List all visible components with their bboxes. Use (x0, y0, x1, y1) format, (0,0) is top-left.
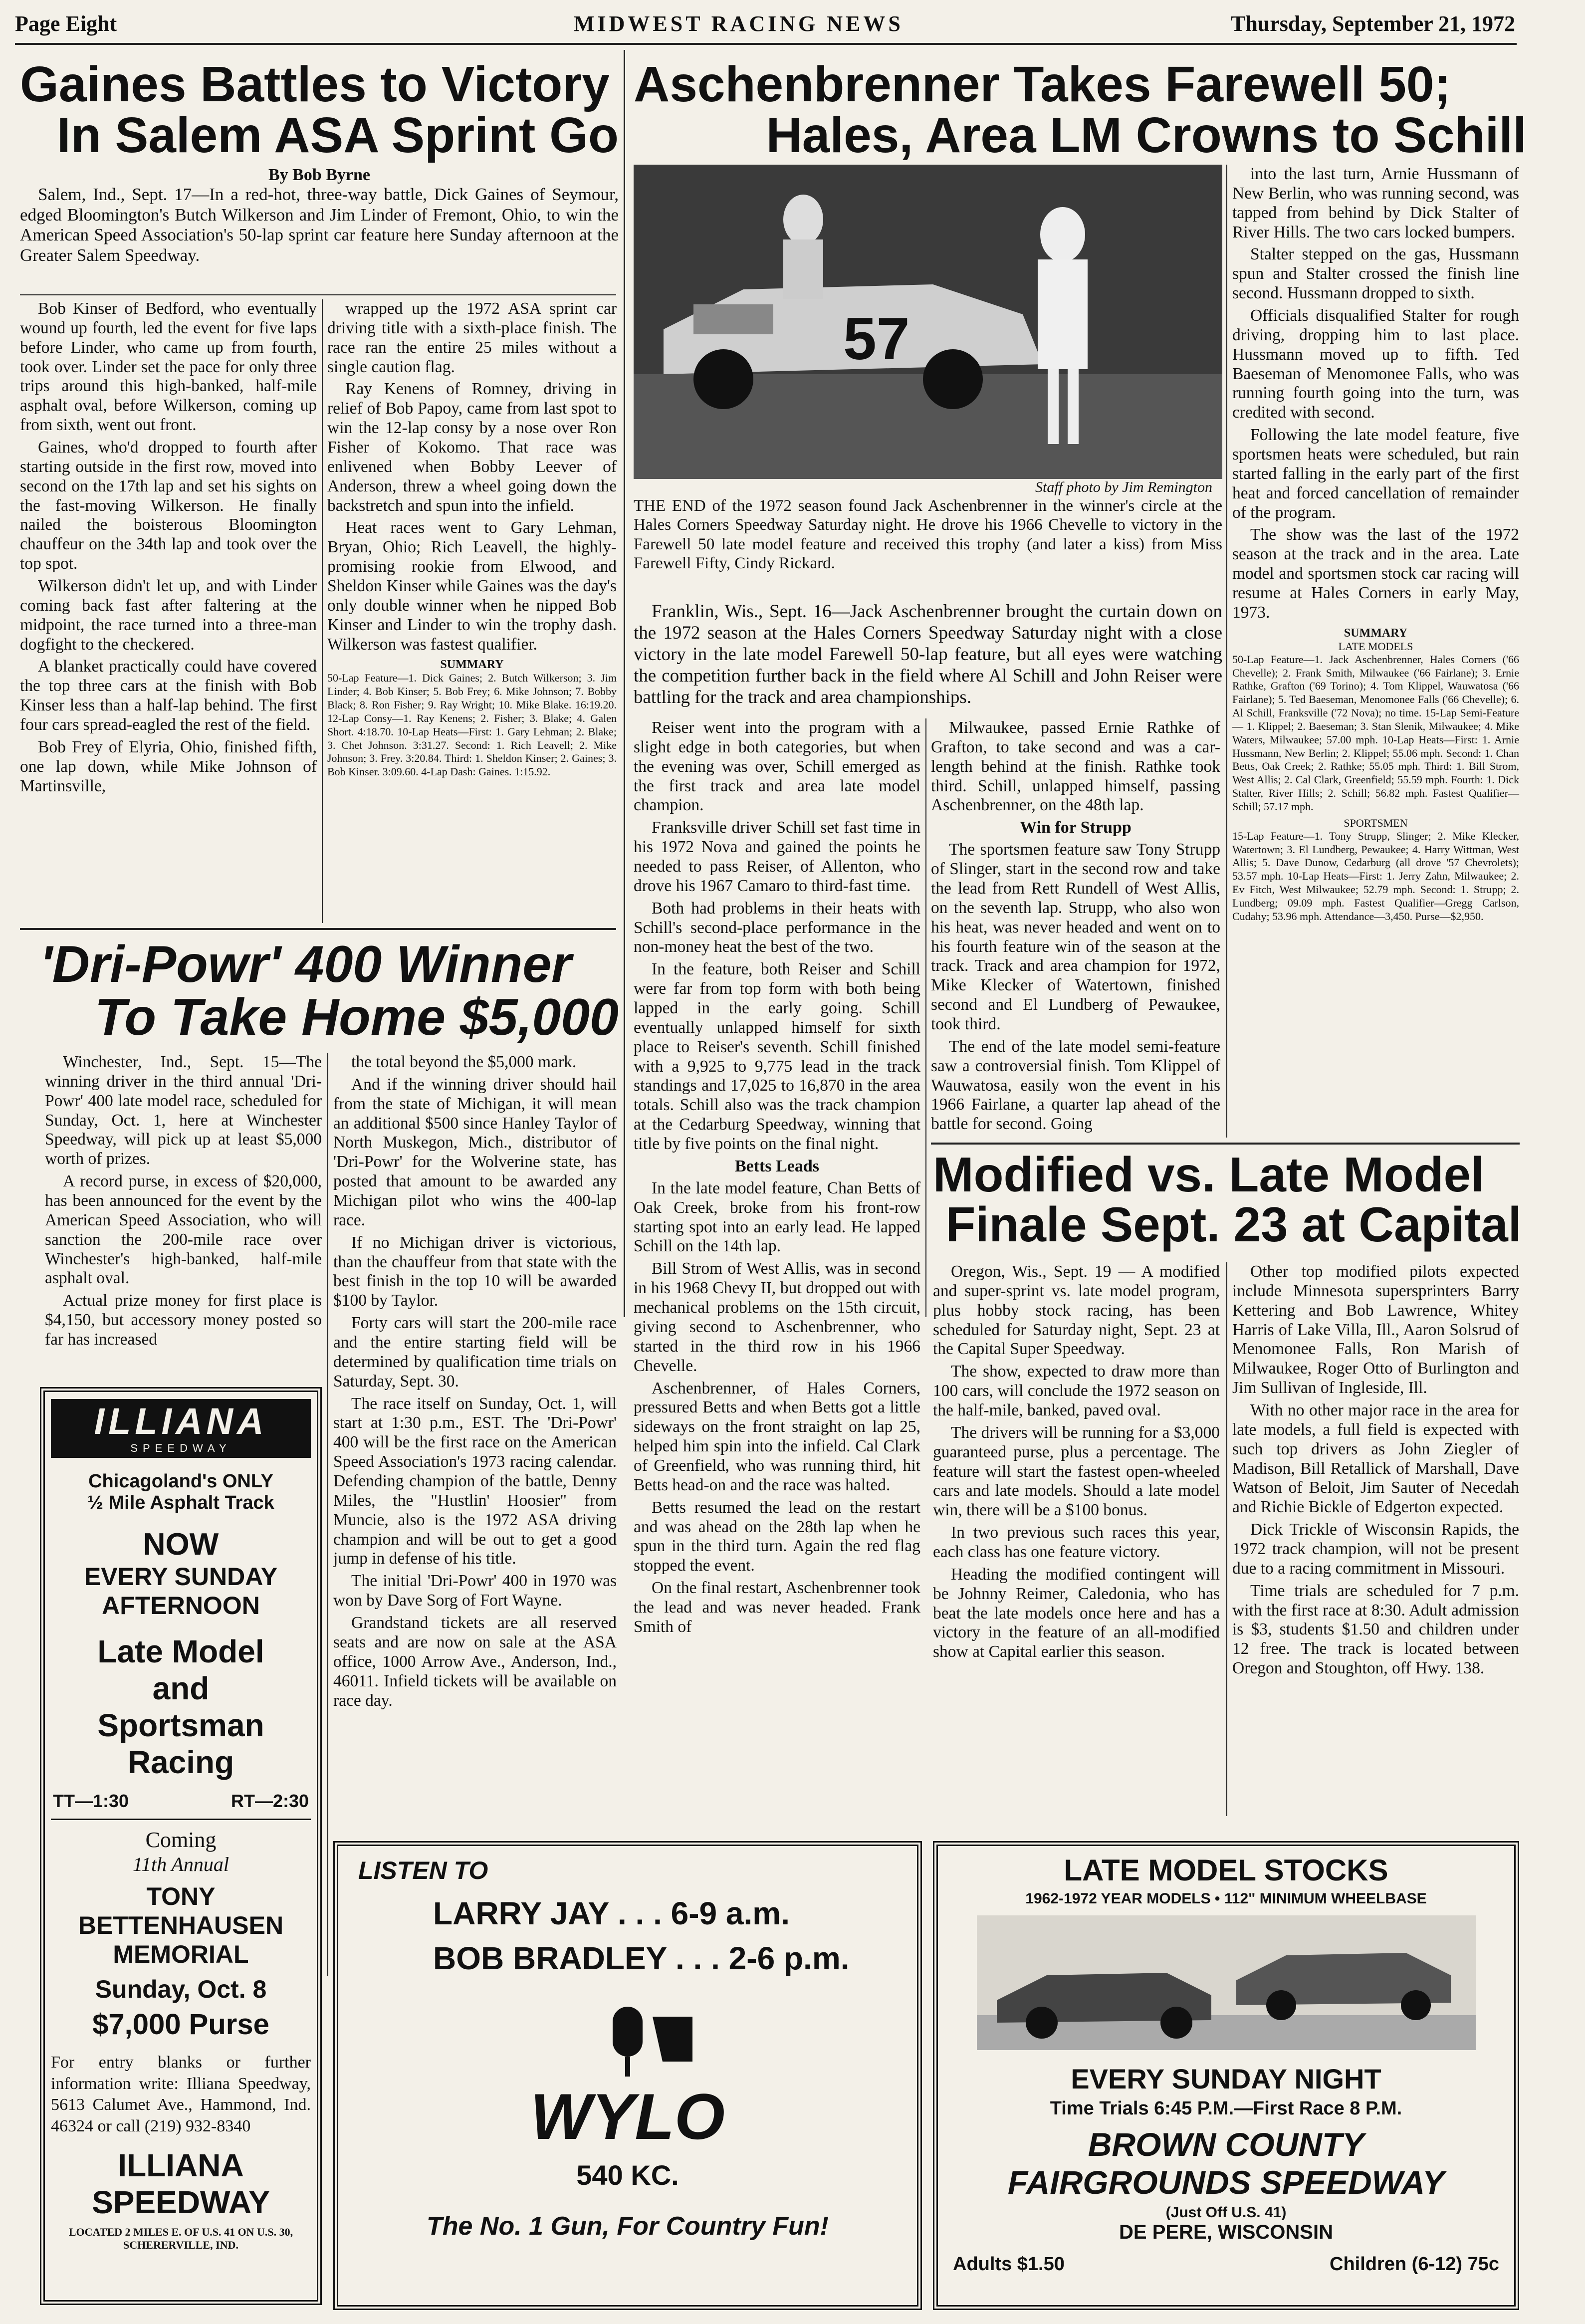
paragraph: into the last turn, Arnie Hussmann of New Berlin, who was running second, was tapped from behind by Dick Stalter of River Hills. The two cars locked bumpers. (1232, 165, 1519, 241)
paragraph: Dick Trickle of Wisconsin Rapids, the 1972 track champion, will not be present due to a racing commitment in Missouri. (1232, 1520, 1519, 1578)
aschenbrenner-photo (634, 165, 1222, 479)
wylo-frequency: 540 KC. (576, 2159, 679, 2191)
aschen-column-3 (1232, 165, 1519, 1138)
sportsmen-summary: 15-Lap Feature—1. Tony Strupp, Slinger; 2. Mike Klecker, Watertown; 3. El Lundberg, Pewaukee; 4. Harry Wittman, West Allis; 5. Dave Dunow, Cedarburg (all drove '57 Chevrolets); 53.57 mph. 10-Lap Heats—First: 1. Jerry Zahn, Milwaukee; 2. Ev Fitch, West Milwaukee; 52.79 mph. Second: 1. Strupp; 2. Lundberg; 09.09 mph. Fastest Qualifier—Gregg Carlson, Cudahy; 53.96 mph. Attendance—3,450. Purse—$2,950. (1232, 829, 1519, 923)
brown-city: DE PERE, WISCONSIN (1119, 2221, 1333, 2243)
betts-subhead: Betts Leads (734, 1157, 820, 1175)
dripowr-column-2 (333, 1053, 617, 1836)
aschen-summary-title: SUMMARY (1344, 626, 1408, 640)
illiana-annual: 11th Annual (133, 1853, 229, 1875)
paragraph: the total beyond the $5,000 mark. (351, 1053, 577, 1071)
paragraph: Oregon, Wis., Sept. 19 — A modified and super-sprint vs. late model program, plus hobby stock racing, has been scheduled for Saturday night, Sept. 23 at the Capital Super Speedway. (933, 1262, 1220, 1359)
paragraph: Actual prize money for first place is $4,150, but accessory money posted so far has increased (45, 1291, 322, 1349)
aschen-column-1 (634, 718, 920, 1636)
wylo-logo: WYLO (530, 2080, 725, 2153)
paragraph: With no other major race in the area for late models, a full field is expected with such top drivers as John Ziegler of Madison, Bill Retallick of Marshall, Dave Watson of Beloit, Jim Sauter of Necedah and Richie Bickle of Edgerton expected. (1232, 1401, 1519, 1517)
sportsmen-heading: SPORTSMEN (1344, 816, 1408, 829)
aschen-lead: Franklin, Wis., Sept. 16—Jack Aschenbrenner brought the curtain down on the 1972 season at the Hales Corners Speedway Saturday night with a close victory in the late model Farewell 50-lap feature, but all eyes were watching the competition further back in the field where Al Schill and John Reiser were battling for the track and area championships. (634, 601, 1222, 707)
paragraph: Stalter stepped on the gas, Hussmann spun and Stalter crossed the finish line second. Hussmann dropped to sixth. (1232, 245, 1519, 303)
aschen-column-2 (931, 718, 1220, 1138)
dripowr-headline-2: To Take Home $5,000 (94, 988, 619, 1047)
paragraph: Officials disqualified Stalter for rough driving, dropping him to last place. Hussmann moved up to fifth. Ted Baeseman of Menomonee Falls, who was running fourth going into the turn, was credited with second. (1232, 306, 1519, 422)
paragraph: A blanket practically could have covered the top three cars at the finish with Bob Kinser less than a half-lap behind. The first four cars spread-eagled the rest of the field. (20, 657, 317, 734)
illiana-late-model: Late Model (97, 1633, 264, 1669)
paragraph: Bill Strom of West Allis, was in second in his 1968 Chevy II, but dropped out with mechanical problems on the 15th circuit, giving second to Aschenbrenner, who started in the third row in his 1966 Chevelle. (634, 1259, 920, 1375)
illiana-and: and (152, 1670, 210, 1706)
dripowr-headline-1: 'Dri-Powr' 400 Winner (40, 935, 572, 993)
paragraph: On the final restart, Aschenbrenner took the lead and was never headed. Frank Smith of (634, 1579, 920, 1636)
modified-headline-2: Finale Sept. 23 at Capital (945, 1196, 1522, 1252)
paragraph: In the late model feature, Chan Betts of Oak Creek, broke from his front-row starting spot into an early lead. He lapped Schill on the 14th lap. (634, 1178, 920, 1256)
page-number: Page Eight (15, 11, 117, 36)
illiana-coming: Coming (145, 1828, 217, 1852)
wylo-radio-ad (333, 1841, 922, 2310)
photo-credit: Staff photo by Jim Remington (1035, 479, 1212, 495)
gaines-lead: Salem, Ind., Sept. 17—In a red-hot, three-way battle, Dick Gaines of Seymour, edged Bloomington's Butch Wilkerson and Jim Linder of Fremont, Ohio, to win the American Speed Association's 50-lap sprint car feature here Sunday afternoon at the Greater Salem Speedway. (20, 185, 619, 265)
wylo-host-1: LARRY JAY . . . 6-9 a.m. (433, 1895, 790, 1931)
issue-date: Thursday, September 21, 1972 (1230, 11, 1515, 36)
modified-headline-1: Modified vs. Late Model (933, 1147, 1485, 1202)
paragraph: A record purse, in excess of $20,000, has been announced for the event by the American Speed Association, who will sanction the 200-mile race over Winchester's high-banked, half-mile asphalt oval. (45, 1172, 322, 1288)
brown-children-price: Children (6-12) 75c (1330, 2254, 1499, 2275)
illiana-logo-sub: SPEEDWAY (51, 1442, 311, 1458)
paragraph: Time trials are scheduled for 7 p.m. with the first race at 8:30. Adult admission is $3, students $1.50 and children under 12 free. The track is located between Oregon and Stoughton, off Hwy. 138. (1232, 1581, 1519, 1678)
gaines-column-1 (20, 299, 317, 923)
gaines-column-2 (327, 299, 617, 923)
car-number: 57 (843, 305, 910, 372)
paragraph: The show was the last of the 1972 season at the track and in the area. Late model and sportsmen stock car racing will resume at Hales Corners in early May, 1973. (1232, 525, 1519, 622)
paragraph: Gaines, who'd dropped to fourth after starting outside in the first row, moved into second on the 17th lap and set his sights on the fast-moving Wilkerson. He finally nailed the boisterous Bloomington chauffeur on the 34th lap and took over the top spot. (20, 438, 317, 573)
paragraph: Bob Frey of Elyria, Ohio, finished fifth, one lap down, while Mike Johnson of Martinsville, (20, 737, 317, 795)
brown-times: Time Trials 6:45 P.M.—First Race 8 P.M. (1050, 2098, 1402, 2119)
paragraph: In the feature, both Reiser and Schill were far from top form with both being lapped in the early going. Schill eventually unlapped himself for sixth place to Reiser's seventh. Schill finished with a 9,925 to 9,775 lead in the track standings and 17,025 to 16,870 in the area totals. Schill also was the track champion at the Cedarburg Speedway, winning that title by five points on the final night. (634, 960, 920, 1154)
brown-adults-price: Adults $1.50 (953, 2254, 1065, 2275)
wylo-slogan: The No. 1 Gun, For Country Fun! (427, 2212, 829, 2241)
illiana-memorial-1: TONY BETTENHAUSEN (78, 1882, 284, 1939)
illiana-tt: TT—1:30 (53, 1791, 129, 1811)
masthead-rule (15, 43, 1517, 45)
paragraph: The initial 'Dri-Powr' 400 in 1970 was won by Dave Sorg of Fort Wayne. (333, 1572, 617, 1610)
illiana-speedway-ad (40, 1387, 322, 2305)
paragraph: Forty cars will start the 200-mile race and the entire starting field will be determined by qualification time trials on Saturday, Sept. 30. (333, 1314, 617, 1391)
brown-subtitle: 1962-1972 YEAR MODELS • 112" MINIMUM WHEELBASE (1025, 1890, 1427, 1907)
aschen-headline-1: Aschenbrenner Takes Farewell 50; (634, 56, 1451, 112)
gaines-byline: By Bob Byrne (268, 166, 371, 184)
paragraph: Grandstand tickets are all reserved seats and are now on sale at the ASA office, 1000 Arrow Ave., Anderson, Ind., 46011. Infield tickets will be available on race day. (333, 1614, 617, 1710)
paper-name: MIDWEST RACING NEWS (574, 11, 904, 36)
photo-caption: THE END of the 1972 season found Jack Aschenbrenner in the winner's circle at the Hales Corners Speedway Saturday night. He drove his 1966 Chevelle to victory in the Farewell 50 late model feature and received this trophy (and later a kiss) from Miss Farewell Fifty, Cindy Rickard. (634, 497, 1222, 572)
aschen-headline (634, 56, 1527, 163)
paragraph: Betts resumed the lead on the restart and was ahead on the 28th lap when he spun in the third turn. Again the red flag stopped the event. (634, 1498, 920, 1575)
paragraph: The drivers will be running for a $3,000 guaranteed purse, plus a percentage. The feature will start the fastest open-wheeled cars and late models. Should a late model win, there will be a $100 bonus. (933, 1423, 1220, 1520)
race-cars-photo-icon (977, 1915, 1476, 2050)
paragraph: And if the winning driver should hail from the state of Michigan, it will mean an additional $500 since Hanley Taylor of North Muskegon, Mich., distributor of 'Dri-Powr' for the Wolverine state, has posted that amount to be awarded any Michigan pilot who wins the 400-lap race. (333, 1075, 617, 1229)
brown-county-speedway-ad (933, 1841, 1519, 2310)
modified-column-2 (1232, 1262, 1519, 1816)
gaines-headline-1: Gaines Battles to Victory (20, 56, 610, 112)
brown-just-off: (Just Off U.S. 41) (1165, 2204, 1287, 2221)
brown-name-1: BROWN COUNTY (1088, 2126, 1364, 2163)
paragraph: The sportsmen feature saw Tony Strupp of Slinger, start in the second row and take the lead from Rett Rundell of West Allis, on the seventh lap. Strupp, who also won his heat, was never headed and went on to his fourth feature win of the season at the track. Track and area champion for 1972, Mike Klecker of Watertown, finished second and El Lundberg of Pewaukee, took third. (931, 840, 1220, 1034)
illiana-name-1: ILLIANA (118, 2147, 244, 2183)
gaines-headline-2: In Salem ASA Sprint Go (56, 107, 619, 163)
brown-every: EVERY SUNDAY NIGHT (1071, 2063, 1381, 2094)
illiana-logo: ILLIANA (51, 1399, 311, 1442)
paragraph: If no Michigan driver is victorious, than the chauffeur from that state with the best finish in the top 10 will be awarded $100 by Taylor. (333, 1233, 617, 1310)
wylo-host-2: BOB BRADLEY . . . 2-6 p.m. (433, 1940, 850, 1976)
brown-name-2: FAIRGROUNDS SPEEDWAY (1007, 2164, 1445, 2201)
strupp-subhead: Win for Strupp (1020, 818, 1132, 837)
paragraph: Other top modified pilots expected include Minnesota supersprinters Barry Kettering and Bob Lawrence, Whitey Harris of Lake Villa, Ill., Aaron Solsrud of Menomonee Falls, Ron Marish of Milwaukee, Roger Otto of Burlington and Jim Sullivan of Ingleside, Ill. (1232, 1262, 1519, 1397)
illiana-rt: RT—2:30 (230, 1791, 309, 1811)
paragraph: The show, expected to draw more than 100 cars, will conclude the 1972 season on the half-mile, banked, paved oval. (933, 1362, 1220, 1420)
illiana-now: NOW (143, 1527, 219, 1562)
illiana-every-sunday: EVERY SUNDAY (84, 1563, 278, 1591)
paragraph: Franksville driver Schill set fast time in his 1972 Nova and gained the points he needed to pass Reiser, of Allenton, who drove his 1967 Camaro to third-fast time. (634, 818, 920, 895)
paragraph: Aschenbrenner, of Hales Corners, pressured Betts and when Betts got a little sideways on the front straight on lap 25, helped him spin into the infield. Cal Clark of Greenfield, who was running third, hit Betts head-on and the race was halted. (634, 1379, 920, 1494)
paragraph: Wilkerson didn't let up, and with Linder coming back fast after faltering at the midpoint, the race turned into a three-man dogfight to the checkered. (20, 577, 317, 654)
paragraph: In two previous such races this year, each class has one feature victory. (933, 1523, 1220, 1562)
illiana-location: LOCATED 2 MILES E. OF U.S. 41 ON U.S. 30, SCHERERVILLE, IND. (68, 2226, 293, 2251)
late-models-heading: LATE MODELS (1338, 640, 1413, 653)
dripowr-headline (40, 935, 619, 1047)
paragraph: Milwaukee, passed Ernie Rathke of Grafton, to take second and was a car-length behind at the finish. Rathke took third. Schill, unlapped himself, passing Aschenbrenner, on the 48th lap. (931, 718, 1220, 815)
modified-column-1 (933, 1262, 1220, 1816)
paragraph: wrapped up the 1972 ASA sprint car driving title with a sixth-place finish. The race ran the entire 25 miles without a single caution flag. (327, 299, 617, 376)
wylo-listen: LISTEN TO (358, 1857, 488, 1884)
paragraph: Ray Kenens of Romney, driving in relief of Bob Papoy, came from last spot to win the 12-lap consy by a nose over Ron Fisher of Kokomo. That race was enlivened when Bobby Leever of Anderson, threw a wheel going down the backstretch and spun into the infield. (327, 380, 617, 515)
illiana-memorial-2: MEMORIAL (113, 1940, 249, 1968)
paragraph: Bob Kinser of Bedford, who eventually wound up fourth, led the event for five laps before Linder, who came up from fourth, took over. Linder set the pace for only three trips around this high-banked, half-mile asphalt oval, before Wilkerson, coming up from sixth, went out front. (20, 299, 317, 435)
illiana-line-2: ½ Mile Asphalt Track (87, 1492, 274, 1513)
illiana-line-1: Chicagoland's ONLY (88, 1471, 273, 1492)
illiana-sportsman: Sportsman Racing (97, 1707, 264, 1780)
paragraph: Heat races went to Gary Lehman, Bryan, Ohio; Rich Leavell, the highly-promising rookie from Elwood, and Sheldon Kinser while Gaines was the day's only double winner when he nipped Bob Kinser and Linder to win the trophy dash. Wilkerson was fastest qualifier. (327, 518, 617, 654)
paragraph: The race itself on Sunday, Oct. 1, will start at 1:30 p.m., EST. The 'Dri-Powr' 400 will be the first race on the American Speed Association's 1973 racing calendar. Defending champion of the battle, Denny Miles, the "Hustlin' Hoosier" from Muncie, also is the 1972 ASA driving champion and will be out to get a good jump in defense of his title. (333, 1394, 617, 1568)
brown-title: LATE MODEL STOCKS (1064, 1854, 1388, 1887)
illiana-date: Sunday, Oct. 8 (95, 1975, 267, 2003)
paragraph: Winchester, Ind., Sept. 15—The winning driver in the third annual 'Dri-Powr' 400 late model race, scheduled for Sunday, Oct. 1, here at Winchester Speedway, will pick up at least $5,000 worth of prizes. (45, 1053, 322, 1168)
late-models-summary: 50-Lap Feature—1. Jack Aschenbrenner, Hales Corners ('66 Chevelle); 2. Frank Smith, Milwaukee ('66 Fairlane); 3. Ernie Rathke, Grafton ('69 Torino); 4. Tom Klippel, Wauwatosa ('66 Fairlane); 5. Ted Baeseman, Menomonee Falls ('66 Chevelle); 6. Al Schill, Franksville ('72 Nova); no time. 15-Lap Semi-Feature — 1. Klippel; 2. Baeseman; 3. Stan Slenik, Milwaukee; 4. Mike Waters, Milwaukee; 57.00 mph. 10-Lap Heats—First: 1. Arnie Hussmann, New Berlin; 2. Klippel; 55.06 mph. Second: 1. Chan Betts, Oak Creek; 2. Rathke; 55.05 mph. Third: 1. Bill Strom, West Allis; 2. Cal Clark, Greenfield; 55.59 mph. Fourth: 1. Dick Stalter, River Hills; 2. Schill; 56.82 mph. Fastest Qualifier—Schill; 57.17 mph. (1232, 653, 1519, 813)
dripowr-column-1 (45, 1053, 322, 1372)
illiana-name-2: SPEEDWAY (92, 2184, 270, 2220)
modified-headline (933, 1147, 1522, 1252)
paragraph: Heading the modified contingent will be Johnny Reimer, Caledonia, who has beat the late models once here and has a victory in the feature of an all-modified show at Capital earlier this season. (933, 1565, 1220, 1661)
gaines-summary-title: SUMMARY (440, 658, 504, 672)
race-car-photo-icon (634, 165, 1222, 479)
illiana-afternoon: AFTERNOON (102, 1592, 260, 1620)
aschen-headline-2: Hales, Area LM Crowns to Schill (766, 107, 1527, 163)
microphone-icon (543, 1997, 712, 2082)
illiana-entry-info: For entry blanks or further information write: Illiana Speedway, 5613 Calumet Ave., Hammond, Ind. 46324 or call (219) 932-8340 (51, 2053, 311, 2135)
paragraph: Reiser went into the program with a slight edge in both categories, but when the evening was over, Schill emerged as the first track and area late model champion. (634, 718, 920, 815)
gaines-article (20, 56, 619, 268)
illiana-purse: $7,000 Purse (92, 2008, 269, 2041)
paragraph: The end of the late model semi-feature saw a controversial finish. Tom Klippel of Wauwatosa, easily won the event in his 1966 Fairlane, a quarter lap ahead of the battle for second. Going (931, 1037, 1220, 1134)
gaines-summary: 50-Lap Feature—1. Dick Gaines; 2. Butch Wilkerson; 3. Jim Linder; 4. Bob Kinser; 5. Bob Frey; 6. Mike Johnson; 7. Bobby Black; 8. Ron Fisher; 9. Ray Wright; 10. Mike Blake. 16:19.20. 12-Lap Consy—1. Ray Kenens; 2. Fisher; 3. Blake; 4. Galen Short. 4:18.70. 10-Lap Heats—First: 1. Gary Lehman; 2. Blake; 3. Chet Johnson. 3:31.27. Second: 1. Rich Leavell; 2. Mike Johnson; 3. Frey. 3:20.84. Third: 1. Sheldon Kinser; 2. Gaines; 3. Bob Kinser. 3:09.60. 4-Lap Dash: Gaines. 1:15.92. (327, 672, 617, 778)
paragraph: Following the late model feature, five sportsmen heats were scheduled, but rain started falling in the early part of the first heat and forced cancellation of remainder of the program. (1232, 426, 1519, 522)
paragraph: Both had problems in their heats with Schill's second-place performance in the non-money heat the best of the two. (634, 899, 920, 956)
